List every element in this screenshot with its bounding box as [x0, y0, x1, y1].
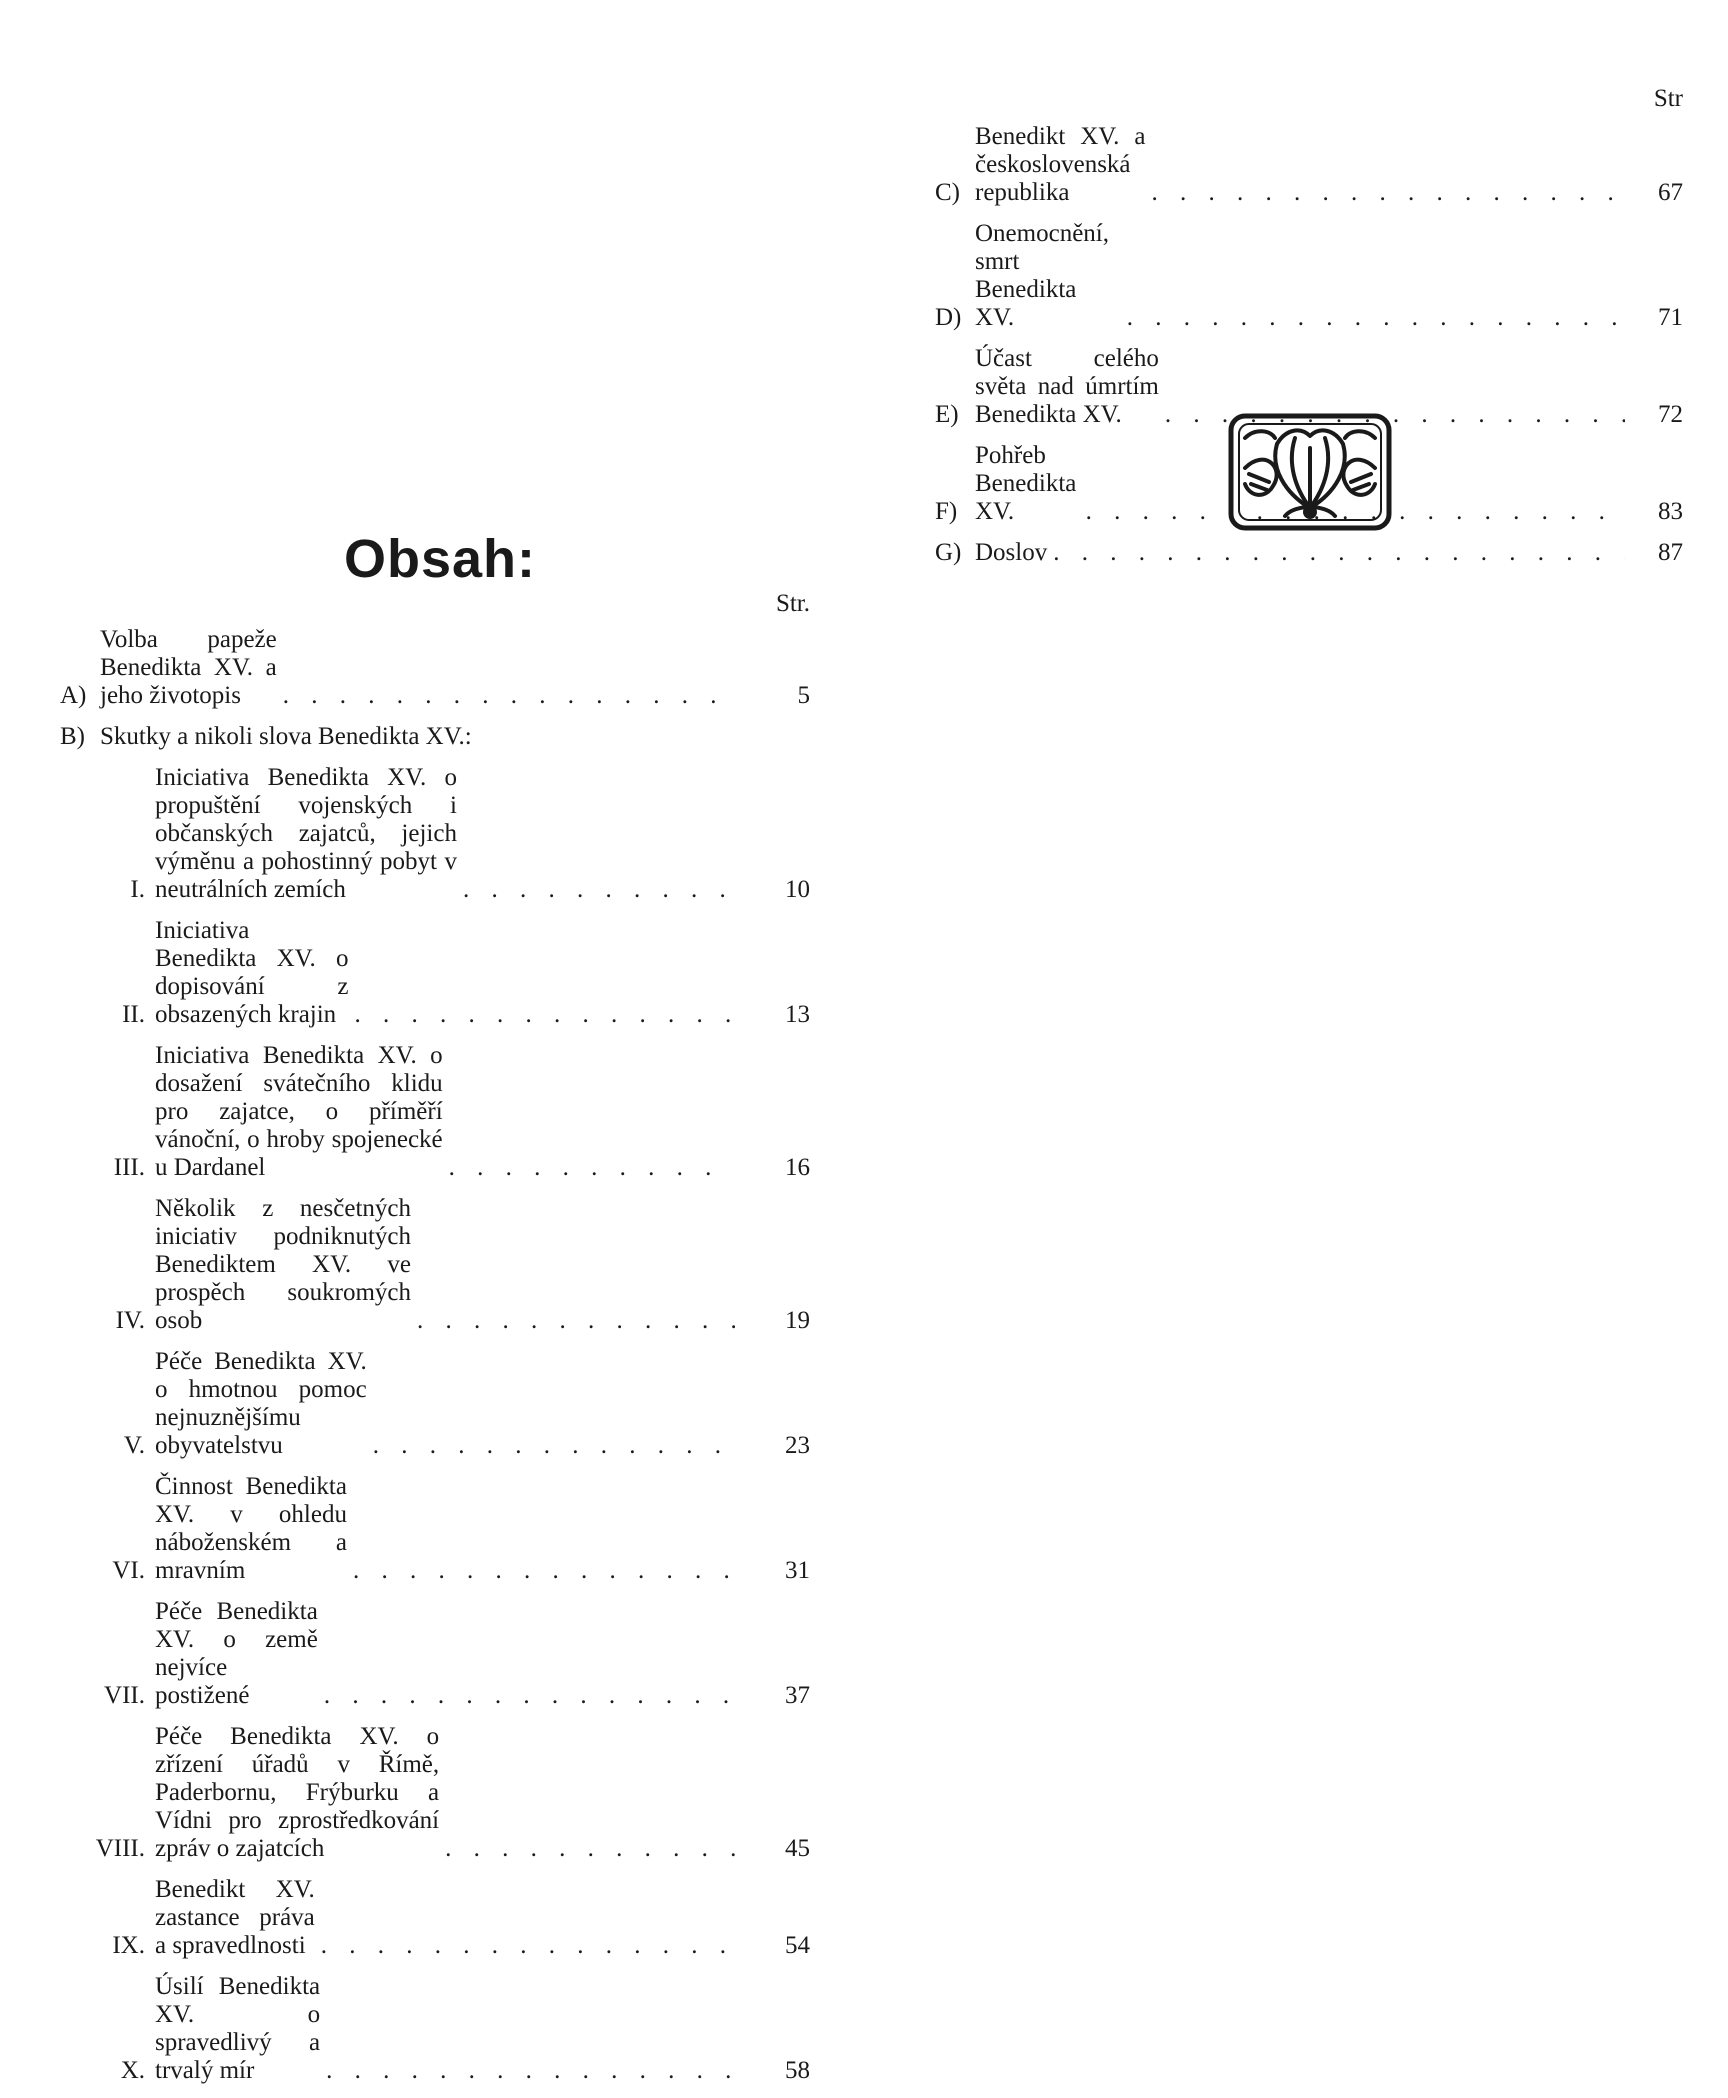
subentry-numeral: II.	[122, 1001, 145, 1028]
subentry-numeral: V.	[123, 1432, 145, 1459]
subentry-numeral: IV.	[115, 1307, 145, 1334]
subentry-text: Péče Benedikta XV. o hmotnou pomoc nejnuznějšímu obyvatelstvu	[155, 1348, 367, 1459]
entry-page: 72	[1658, 401, 1683, 428]
subentry-numeral: VI.	[112, 1557, 145, 1584]
subentry-numeral: IX.	[112, 1932, 145, 1959]
toc-entry	[60, 626, 810, 710]
entry-text: Pohřeb Benedikta XV.	[975, 442, 1077, 525]
entry-text: Volba papeže Benedikta XV. a jeho životopis	[100, 626, 277, 709]
entry-page: 87	[1658, 539, 1683, 566]
subentry-text: Úsilí Benedikta XV. o spravedlivý a trvalý mír	[155, 1973, 321, 2084]
entry-label: D)	[935, 304, 962, 331]
entry-text: Doslov	[975, 539, 1048, 566]
leader-dots	[348, 1001, 735, 1029]
leader-dots	[411, 1307, 735, 1335]
entry-text: Účast celého světa nad úmrtím Benedikta XV.	[975, 345, 1159, 428]
leader-dots	[457, 876, 735, 904]
toc-subentry	[60, 1598, 810, 1710]
subentry-numeral: X.	[120, 2057, 145, 2084]
subentry-text: Péče Benedikta XV. o zřízení úřadů v Římě, Paderbornu, Frýburku a Vídni pro zprostředkování zpráv o zajatcích	[155, 1723, 440, 1862]
subentry-page: 10	[785, 876, 810, 903]
entry-page: 5	[797, 682, 810, 709]
toc-subentry	[60, 764, 810, 904]
toc-subentry	[60, 1876, 810, 1960]
subentry-page: 23	[785, 1432, 810, 1459]
subentry-page: 58	[785, 2057, 810, 2084]
toc-subentry	[60, 1473, 810, 1585]
subentry-text: Iniciativa Benedikta XV. o dopisování z obsazených krajin	[155, 917, 349, 1028]
subentry-text: Péče Benedikta XV. o země nejvíce postižené	[155, 1598, 318, 1709]
entry-label: E)	[935, 401, 959, 428]
toc-subentry	[60, 1348, 810, 1460]
leader-dots	[315, 1932, 735, 1960]
entry-label: A)	[60, 682, 87, 709]
entry-label: G)	[935, 539, 962, 566]
table-of-contents	[60, 590, 810, 2098]
leader-dots	[320, 2057, 735, 2085]
toc-entry	[60, 723, 810, 751]
subentry-page: 31	[785, 1557, 810, 1584]
toc-entry	[935, 220, 1683, 332]
page-column-label: Str.	[775, 590, 810, 617]
ornament-vignette-icon	[1225, 408, 1395, 534]
entry-text: Benedikt XV. a československá republika	[975, 123, 1146, 206]
subentry-page: 16	[785, 1154, 810, 1181]
subentry-text: Iniciativa Benedikta XV. o propuštění vojenských i občanských zajatců, jejich výměnu a pohostinný pobyt v neutrálních zemích	[155, 764, 457, 903]
leader-dots	[347, 1557, 735, 1585]
toc-entry	[935, 539, 1683, 567]
leader-dots	[277, 682, 735, 710]
leader-dots	[439, 1835, 735, 1863]
toc-subentry	[60, 1042, 810, 1182]
entry-label: B)	[60, 723, 85, 750]
subentry-text: Činnost Benedikta XV. v ohledu náboženském a mravním	[155, 1473, 347, 1584]
subentry-page: 19	[785, 1307, 810, 1334]
subentry-text: Několik z nesčetných iniciativ podniknutých Benediktem XV. ve prospěch soukromých osob	[155, 1195, 411, 1334]
subentry-numeral: III.	[113, 1154, 145, 1181]
entry-text: Skutky a nikoli slova Benedikta XV.:	[100, 723, 472, 750]
entry-label: C)	[935, 179, 960, 206]
subentry-page: 13	[785, 1001, 810, 1028]
subentry-page: 45	[785, 1835, 810, 1862]
subentry-text: Benedikt XV. zastance práva a spravedlnosti	[155, 1876, 315, 1959]
subentry-numeral: I.	[130, 876, 145, 903]
leader-dots	[367, 1432, 735, 1460]
subentry-page: 37	[785, 1682, 810, 1709]
subentry-text: Iniciativa Benedikta XV. o dosažení svátečního klidu pro zajatce, o příměří vánoční, o hroby spojenecké u Dardanel	[155, 1042, 443, 1181]
page-title: Obsah:	[343, 529, 537, 589]
entry-page: 67	[1658, 179, 1683, 206]
subentry-numeral: VII.	[104, 1682, 145, 1709]
leader-dots	[1145, 179, 1625, 207]
leader-dots	[443, 1154, 735, 1182]
toc-subentry	[60, 1195, 810, 1335]
toc-subentry	[60, 1723, 810, 1863]
leader-dots	[318, 1682, 735, 1710]
subentry-page: 54	[785, 1932, 810, 1959]
leader-dots	[1121, 304, 1625, 332]
toc-subentry	[60, 1973, 810, 2085]
entry-text: Onemocnění, smrt Benedikta XV.	[975, 220, 1109, 331]
entry-label: F)	[935, 498, 958, 525]
leader-dots	[1047, 539, 1625, 567]
entry-page: 71	[1658, 304, 1683, 331]
toc-entry	[935, 123, 1683, 207]
entry-page: 83	[1658, 498, 1683, 525]
subentry-numeral: VIII.	[95, 1835, 145, 1862]
toc-subentry	[60, 917, 810, 1029]
page-column-label: Str	[1653, 85, 1683, 112]
